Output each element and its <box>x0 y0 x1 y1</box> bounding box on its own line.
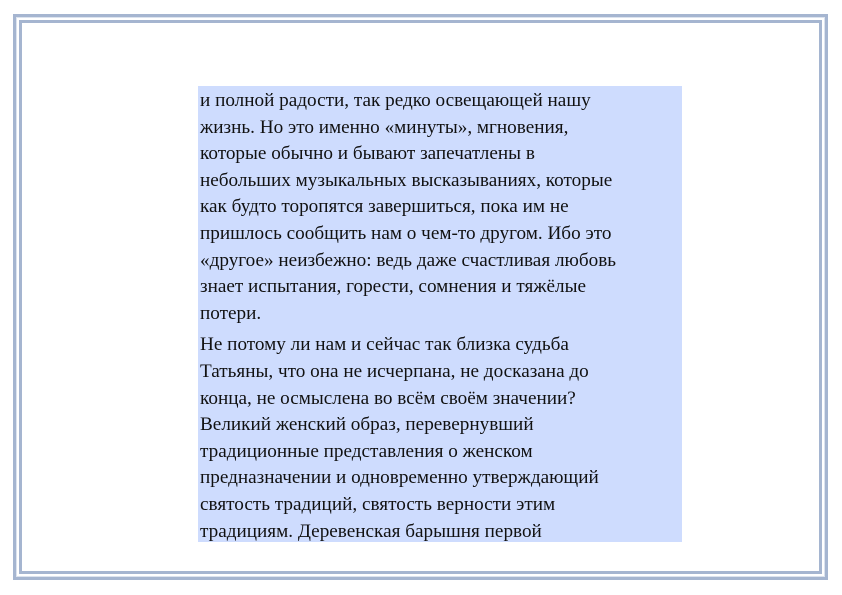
paragraph-2: Не потому ли нам и сейчас так близка судьба Татьяны, что она не исчерпана, не досказана до конца, не осмыслена во всём своём значении? Великий женский образ, перевернувший традиционные представления о женском предназначении и одновременно утверждающий святость традиций, святость верности этим традициям. Деревенская барышня первой <box>200 334 599 542</box>
paragraph-1: и полной радости, так редко освещающей нашу жизнь. Но это именно «минуты», мгновения, которые обычно и бывают запечатлены в небольших музыкальных высказываниях, которые как будто торопятся завершиться, пока им не пришлось сообщить нам о чем-то другом. Ибо это «другое» неизбежно: ведь даже счастливая любовь знает испытания, горести, сомнения и тяжёлые потери. <box>200 90 617 324</box>
text-block <box>198 86 682 542</box>
